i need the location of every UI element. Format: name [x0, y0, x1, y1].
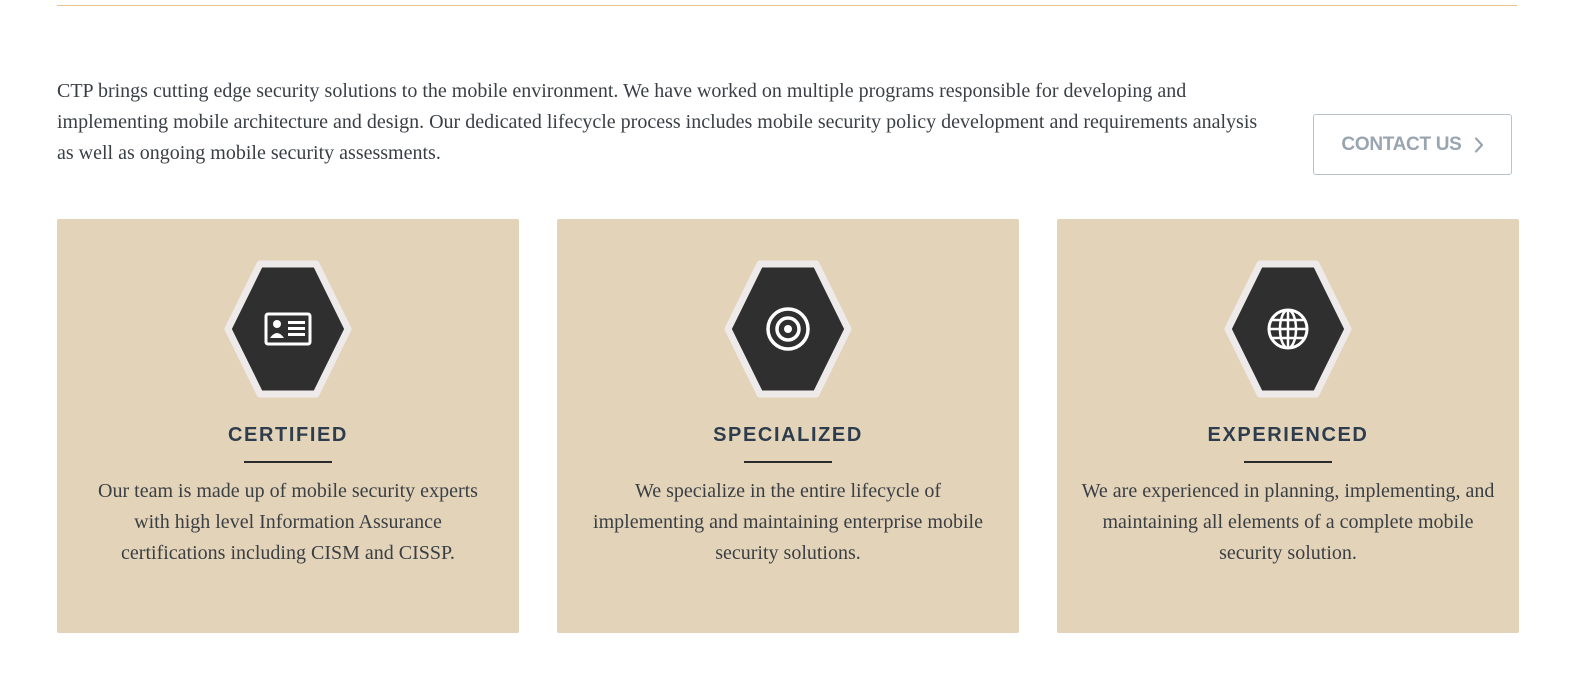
title-underline	[1244, 461, 1332, 463]
chevron-right-icon	[1474, 137, 1484, 153]
top-divider	[57, 5, 1517, 6]
target-icon	[758, 299, 818, 359]
card-description: We specialize in the entire lifecycle of implementing and maintaining enterprise mobile security solutions.	[593, 480, 983, 564]
card-title: CERTIFIED	[228, 424, 348, 446]
card-title: SPECIALIZED	[713, 424, 863, 446]
contact-us-label: CONTACT US	[1341, 133, 1462, 155]
feature-card-experienced	[1057, 219, 1519, 633]
hexagon-badge	[724, 260, 852, 398]
contact-us-button[interactable]	[1313, 114, 1512, 175]
card-description: We are experienced in planning, implementing, and maintaining all elements of a complete mobile security solution.	[1081, 480, 1495, 564]
id-card-icon	[258, 299, 318, 359]
hexagon-badge	[224, 260, 352, 398]
title-underline	[744, 461, 832, 463]
intro-paragraph: CTP brings cutting edge security solutions to the mobile environment. We have worked on multiple programs responsible for developing and implementing mobile architecture and design. Our dedicated lifecycle process includes mobile security policy development and requirements analysis as well as ongoing mobile security assessments.	[57, 80, 1258, 164]
hexagon-badge	[1224, 260, 1352, 398]
card-description: Our team is made up of mobile security experts with high level Information Assurance certifications including CISM and CISSP.	[98, 480, 478, 564]
feature-card-specialized	[557, 219, 1019, 633]
card-title: EXPERIENCED	[1207, 424, 1369, 446]
title-underline	[244, 461, 332, 463]
feature-card-certified	[57, 219, 519, 633]
globe-icon	[1258, 299, 1318, 359]
